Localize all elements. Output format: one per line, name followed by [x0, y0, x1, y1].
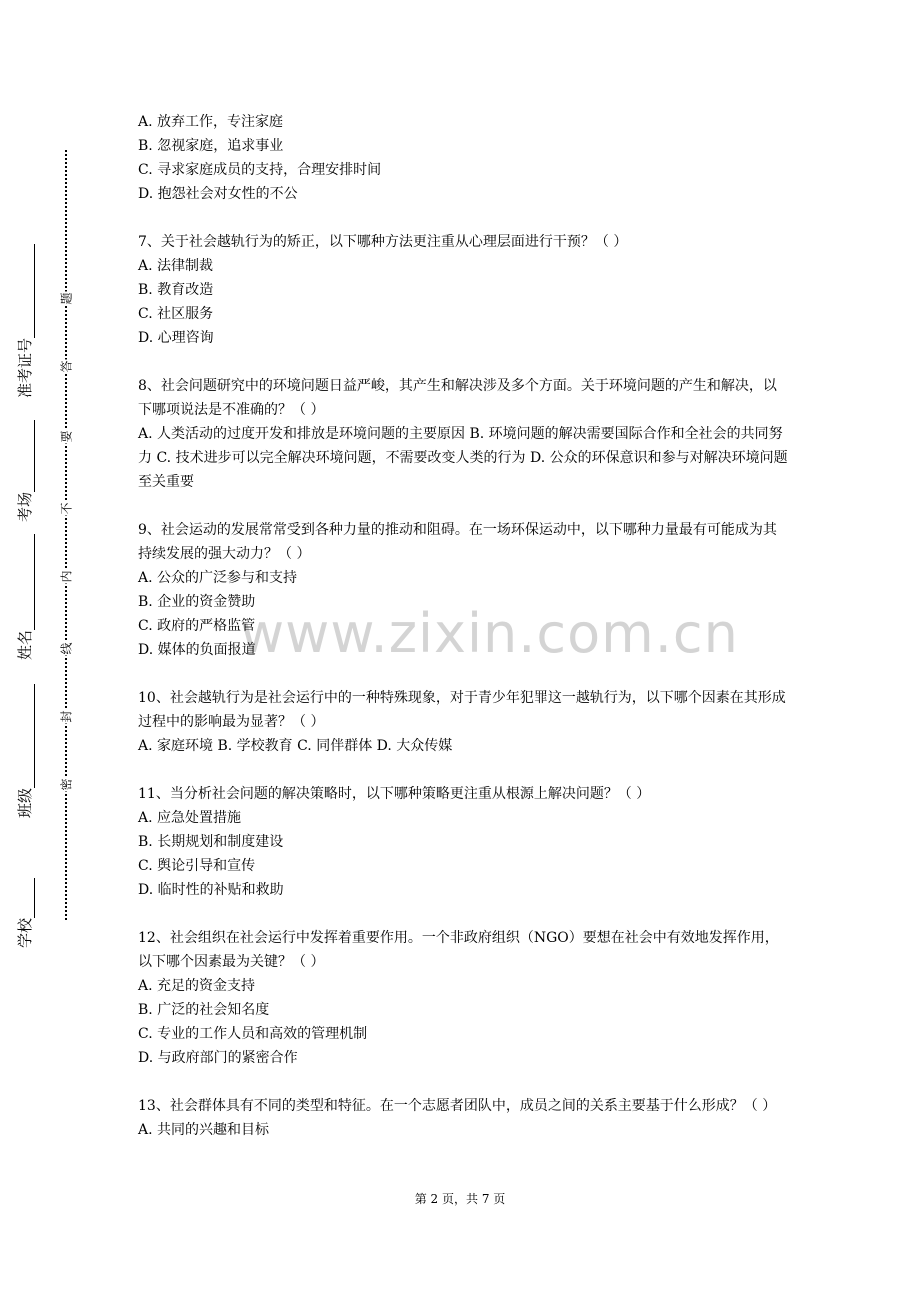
seal-char: 密	[59, 778, 74, 791]
watermark: www.zixin.com.cn	[240, 602, 739, 665]
school-label: 学校	[16, 917, 34, 948]
question-12	[138, 926, 788, 1070]
name-blank	[34, 534, 35, 630]
option: C. 舆论引导和宣传	[138, 858, 256, 874]
question-stem: 13、社会群体具有不同的类型和特征。在一个志愿者团队中，成员之间的关系主要基于什么形成？（ ）	[138, 1098, 777, 1114]
question-stem: 11、当分析社会问题的解决策略时，以下哪种策略更注重从根源上解决问题？（ ）	[138, 786, 651, 802]
name-field	[14, 534, 35, 660]
question-11	[138, 782, 788, 902]
option: D. 心理咨询	[138, 330, 214, 346]
option: B. 长期规划和制度建设	[138, 834, 284, 850]
question-stem: 12、社会组织在社会运行中发挥着重要作用。一个非政府组织（NGO）要想在社会中有效地发挥作用，以下哪个因素最为关键？（ ）	[138, 930, 779, 970]
class-blank	[34, 684, 35, 788]
seal-char: 不	[59, 502, 74, 515]
seal-char: 内	[59, 570, 74, 583]
inline-options: A. 家庭环境 B. 学校教育 C. 同伴群体 D. 大众传媒	[138, 738, 453, 754]
option: D. 临时性的补贴和救助	[138, 882, 284, 898]
option: A. 共同的兴趣和目标	[138, 1122, 270, 1138]
question-stem: 8、社会问题研究中的环境问题日益严峻，其产生和解决涉及多个方面。关于环境问题的产生和解决，以下哪项说法是不准确的？（ ）	[138, 378, 777, 418]
option: A. 放弃工作，专注家庭	[138, 114, 284, 130]
inline-options: A. 人类活动的过度开发和排放是环境问题的主要原因 B. 环境问题的解决需要国际合作和全社会的共同努力 C. 技术进步可以完全解决环境问题，不需要改变人类的行为 D. 公众的环保意识和参与对解决环境问题至关重要	[138, 426, 788, 490]
option: B. 教育改造	[138, 282, 214, 298]
seal-char: 线	[59, 642, 74, 655]
option: A. 公众的广泛参与和支持	[138, 570, 298, 586]
question-6-continued	[138, 110, 788, 206]
option: B. 忽视家庭，追求事业	[138, 138, 284, 154]
question-stem: 9、社会运动的发展常常受到各种力量的推动和阻碍。在一场环保运动中，以下哪种力量最有可能成为其持续发展的强大动力？（ ）	[138, 522, 777, 562]
option: C. 社区服务	[138, 306, 214, 322]
question-8	[138, 374, 788, 494]
seal-char: 要	[59, 430, 74, 443]
option: D. 与政府部门的紧密合作	[138, 1050, 298, 1066]
question-13	[138, 1094, 788, 1142]
exam-room-blank	[34, 420, 35, 492]
question-list	[138, 110, 788, 1142]
question-stem: 7、关于社会越轨行为的矫正，以下哪种方法更注重从心理层面进行干预？（ ）	[138, 234, 628, 250]
seal-char: 答	[59, 360, 74, 373]
option: C. 寻求家庭成员的支持，合理安排时间	[138, 162, 382, 178]
page-footer: 第 2 页，共 7 页	[414, 1192, 506, 1206]
question-10	[138, 686, 788, 758]
exam-room-label: 考场	[16, 491, 34, 522]
name-label: 姓名	[16, 629, 34, 660]
seal-char: 封	[59, 710, 74, 723]
question-stem: 10、社会越轨行为是社会运行中的一种特殊现象，对于青少年犯罪这一越轨行为，以下哪个因素在其形成过程中的影响最为显著？（ ）	[138, 690, 786, 730]
option: B. 企业的资金赞助	[138, 594, 256, 610]
exam-number-label: 准考证号	[16, 337, 34, 398]
question-9	[138, 518, 788, 662]
option: A. 法律制裁	[138, 258, 214, 274]
exam-number-blank	[34, 244, 35, 338]
class-label: 班级	[16, 787, 34, 818]
option: B. 广泛的社会知名度	[138, 1002, 270, 1018]
school-blank	[34, 878, 35, 918]
option: D. 媒体的负面报道	[138, 642, 256, 658]
school-field	[14, 878, 35, 948]
option: A. 应急处置措施	[138, 810, 242, 826]
option: D. 抱怨社会对女性的不公	[138, 186, 298, 202]
seal-char: 题	[59, 292, 74, 305]
class-field	[14, 684, 35, 818]
option: C. 专业的工作人员和高效的管理机制	[138, 1026, 368, 1042]
exam-room-field	[14, 420, 35, 522]
option: C. 政府的严格监管	[138, 618, 256, 634]
exam-number-field	[14, 244, 35, 398]
option: A. 充足的资金支持	[138, 978, 256, 994]
question-7	[138, 230, 788, 350]
seal-dotted-line	[65, 150, 67, 920]
